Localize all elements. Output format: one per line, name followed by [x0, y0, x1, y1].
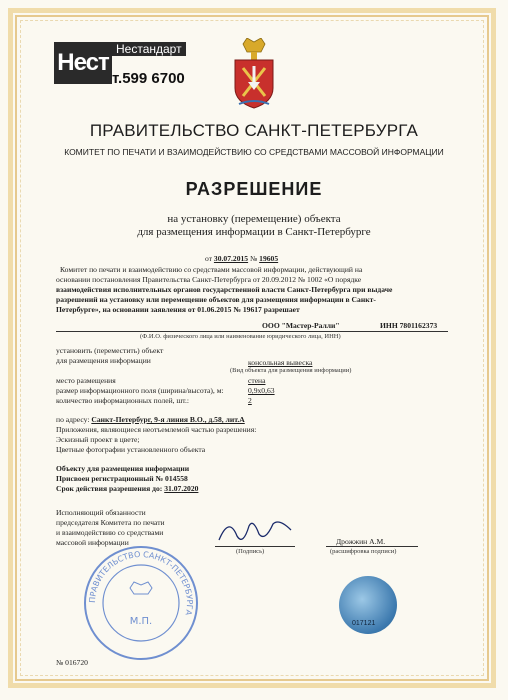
company-logo-brand: Нестандарт [112, 42, 186, 56]
form-number: № 016720 [56, 658, 88, 667]
field-label: установить (переместить) объект [56, 346, 164, 355]
signer-position-line: Исполняющий обязанности [56, 508, 146, 517]
issue-date: 30.07.2015 [213, 254, 249, 263]
field-label: место размещения [56, 376, 116, 385]
signer-name: Дрожжин А.М. [336, 537, 386, 546]
signer-position-line: и взаимодействию со средствами [56, 528, 164, 537]
committee-subtitle: КОМИТЕТ ПО ПЕЧАТИ И ВЗАИМОДЕЙСТВИЮ СО СРЕДСТВАМИ МАССОВОЙ ИНФОРМАЦИИ [64, 147, 444, 157]
validity-row [56, 484, 198, 493]
issue-date-row [205, 254, 278, 263]
government-title: ПРАВИТЕЛЬСТВО САНКТ-ПЕТЕРБУРГА [89, 121, 419, 140]
applicant-name: ООО "Мастер-Ралли" [262, 321, 340, 330]
applicant-underline [56, 331, 448, 332]
number-sign: № [250, 254, 258, 263]
placement-value: стена [248, 376, 266, 385]
attachment-item: Эскизный проект в цвете; [56, 435, 140, 444]
body-line: основании постановления Правительства Санкт-Петербурга от 20.09.2012 № 1002 «О порядке [56, 275, 362, 284]
coat-of-arms-icon [229, 38, 279, 110]
field-label: размер информационного поля (ширина/высота), м: [56, 386, 224, 395]
attachment-item: Цветные фотографии установленного объекта [56, 445, 206, 454]
signer-name-caption: (расшифровка подписи) [330, 548, 397, 555]
body-line: взаимодействия исполнительных органов государственной власти Санкт-Петербурга при выдаче [56, 285, 393, 294]
field-label: для размещения информации [56, 356, 151, 365]
handwritten-signature-icon [215, 512, 295, 548]
applicant-inn: ИНН 7801162373 [380, 321, 438, 330]
address-row [56, 415, 245, 424]
body-line: Комитет по печати и взаимодействию со средствами массовой информации, действующий на [60, 265, 363, 274]
body-line: разрешений на установку или перемещение объектов для размещения информации в Санкт- [56, 295, 376, 304]
hologram-number: 017121 [352, 620, 376, 627]
official-seal-icon [82, 544, 200, 662]
address-label: по адресу: [56, 415, 90, 424]
signer-position-line: массовой информации [56, 538, 129, 547]
date-prefix: от [205, 254, 213, 263]
applicant-caption: (Ф.И.О. физического лица или наименование юридического лица, ИНН) [140, 333, 341, 340]
validity-date: 31.07.2020 [164, 484, 199, 493]
validity-label: Срок действия разрешения до: [56, 484, 163, 493]
address-value: Санкт-Петербург, 9-я линия В.О., д.58, лит.А [91, 415, 245, 424]
registration-number: Присвоен регистрационный № 014558 [56, 474, 188, 483]
seal-mp: М.П. [129, 616, 153, 627]
company-phone: т.599 6700 [112, 70, 185, 87]
permit-number: 19605 [259, 254, 279, 263]
body-line: Петербурге», на основании заявления от 01.06.2015 № 19617 разрешает [56, 305, 300, 314]
object-type-value: консольная вывеска [248, 358, 313, 367]
document-subheading-2: для размещения информации в Санкт-Петербурге [137, 226, 371, 238]
signer-position-line: председателя Комитета по печати [56, 518, 165, 527]
company-logo-mark: Нест [54, 42, 112, 84]
attachments-title: Приложения, являющиеся неотъемлемой частью разрешения: [56, 425, 257, 434]
seal-text: ПРАВИТЕЛЬСТВО САНКТ-ПЕТЕРБУРГА [87, 549, 195, 617]
document-subheading-1: на установку (перемещение) объекта [167, 213, 341, 225]
signature-line [215, 546, 295, 547]
document-heading: РАЗРЕШЕНИЕ [185, 179, 323, 199]
field-label: количество информационных полей, шт.: [56, 396, 190, 405]
field-count-value: 2 [248, 396, 252, 405]
signer-name-line [326, 546, 418, 547]
object-type-caption: (Вид объекта для размещения информации) [230, 367, 352, 374]
signature-caption: (Подпись) [236, 548, 265, 555]
field-size-value: 0,9х0,63 [248, 386, 275, 395]
object-title: Объекту для размещения информации [56, 464, 190, 473]
